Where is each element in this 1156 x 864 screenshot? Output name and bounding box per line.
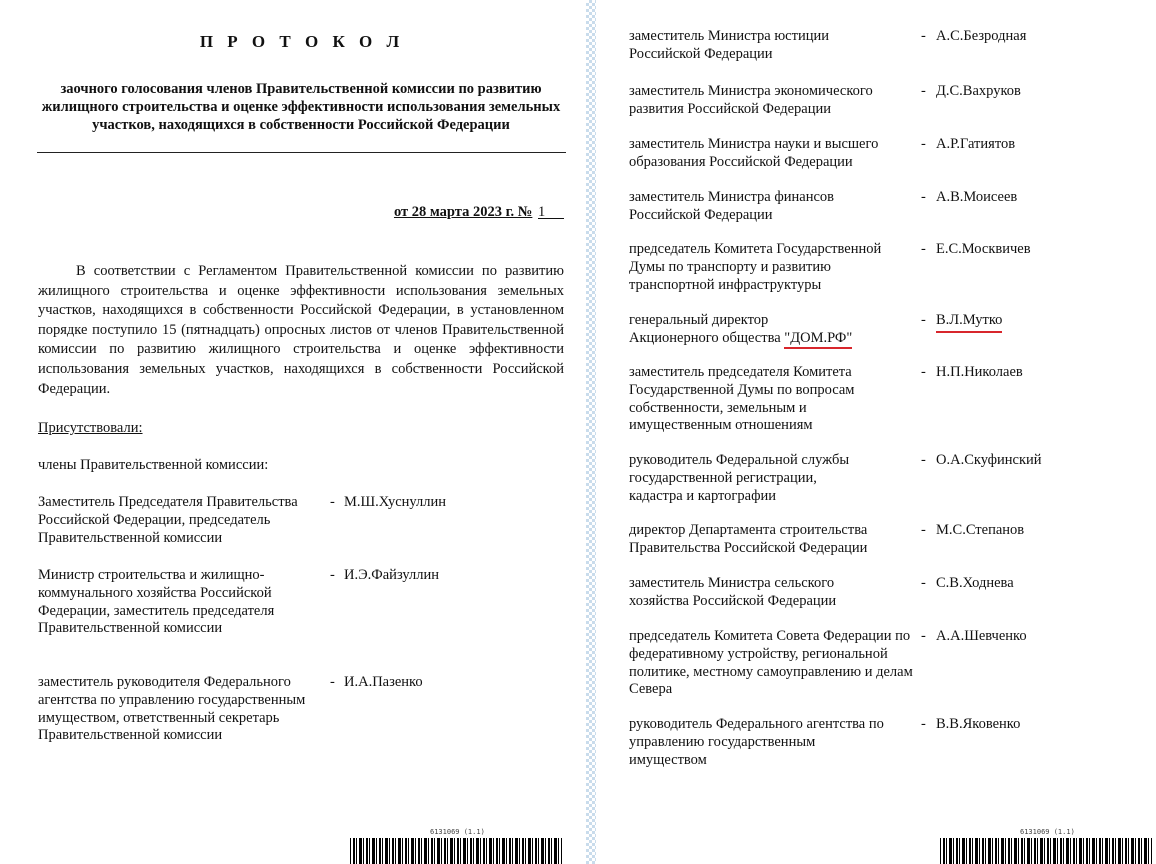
member-name-highlighted: В.Л.Мутко [936,312,1002,333]
member-dash: - [921,312,926,328]
member-role: заместитель Министра науки и высшего образования Российской Федерации [629,136,879,170]
barcode-number: 6131069 (1.1) [430,828,485,836]
protocol-number-value: 1 [538,204,546,220]
member-dash: - [921,522,926,538]
members-heading: члены Правительственной комиссии: [38,457,269,473]
protocol-date [394,204,564,221]
member-name: Е.С.Москвичев [936,241,1031,257]
member-dash: - [921,452,926,468]
present-heading: Присутствовали: [38,420,143,436]
member-role: Заместитель Председателя Правительства Российской Федерации, председатель Правительственной комиссии [38,494,298,546]
member-role: председатель Комитета Государственной Думы по транспорту и развитию транспортной инфраструктуры [629,241,882,293]
member-name: А.А.Шевченко [936,628,1027,644]
member-name: А.В.Моисеев [936,189,1018,205]
protocol-date-text: от 28 марта 2023 г. № [393,204,533,220]
member-dash: - [921,628,926,644]
member-name: А.Р.Гатиятов [936,136,1016,152]
barcode [940,828,1154,864]
member-role-line: генеральный директор [629,312,769,328]
page-separator [586,0,596,864]
member-role-line [629,330,914,348]
member-role: заместитель председателя Комитета Государственной Думы по вопросам собственности, земельным и имущественным отношениям [629,364,855,434]
intro-paragraph: В соответствии с Регламентом Правительственной комиссии по развитию жилищного строительства и оценке эффективности использования земельных участков, находящихся в собственности Российской Федерации, в установленном порядке поступило 15 (пятнадцать) опросных листов от членов Правительственной комиссии по развитию жилищного строительства и оценке эффективности использования земельных участков, находящихся в собственности Российской Федерации. [38,263,564,397]
member-role: председатель Комитета Совета Федерации по федеративному устройству, региональной политике, местному самоуправлению и делам Севера [629,628,913,698]
member-name: О.А.Скуфинский [936,452,1042,468]
barcode-number: 6131069 (1.1) [1020,828,1075,836]
member-name: В.В.Яковенко [936,716,1021,732]
title-divider [37,152,566,153]
member-dash: - [921,716,926,732]
protocol-number [538,204,564,219]
member-role: заместитель Министра юстиции Российской Федерации [629,28,829,62]
member-name: А.С.Безродная [936,28,1027,44]
member-role-prefix: Акционерного общества [629,329,785,346]
member-name: И.Э.Файзуллин [344,567,439,583]
member-role: Министр строительства и жилищно-коммунального хозяйства Российской Федерации, заместитель председателя Правительственной комиссии [38,567,275,637]
member-dash: - [330,567,335,583]
member-role: заместитель Министра экономического развития Российской Федерации [629,83,873,117]
member-dash: - [921,575,926,591]
member-name: Д.С.Вахруков [936,83,1021,99]
document-subtitle: заочного голосования членов Правительственной комиссии по развитию жилищного строительства и оценке эффективности использования земельных участков, находящихся в собственности Российской Федерации [41,81,561,133]
member-role: заместитель Министра сельского хозяйства Российской Федерации [629,575,837,609]
document-page-2 [596,0,1156,864]
member-dash: - [921,364,926,380]
member-role: заместитель Министра финансов Российской Федерации [629,189,834,223]
document-title: П Р О Т О К О Л [199,32,405,51]
member-dash: - [921,189,926,205]
barcode-bars [350,838,562,864]
barcode [350,828,564,864]
member-dash: - [921,28,926,44]
member-dash: - [921,83,926,99]
member-dash: - [330,494,335,510]
member-role: руководитель Федеральной службы государственной регистрации, кадастра и картографии [629,452,850,504]
member-name: С.В.Ходнева [936,575,1014,591]
member-dash: - [921,241,926,257]
barcode-bars [940,838,1152,864]
organization-name-highlighted: "ДОМ.РФ" [784,330,852,349]
member-role [629,312,914,348]
member-role: заместитель руководителя Федерального агентства по управлению государственным имуществом, ответственный секретарь Правительственной комиссии [38,674,306,744]
member-role: руководитель Федерального агентства по управлению государственным имуществом [629,716,884,768]
member-name: М.С.Степанов [936,522,1025,538]
member-dash: - [921,136,926,152]
member-name: И.А.Пазенко [344,674,423,690]
member-dash: - [330,674,335,690]
member-role: директор Департамента строительства Правительства Российской Федерации [629,522,868,556]
member-name: М.Ш.Хуснуллин [344,494,447,510]
member-name: Н.П.Николаев [936,364,1023,380]
